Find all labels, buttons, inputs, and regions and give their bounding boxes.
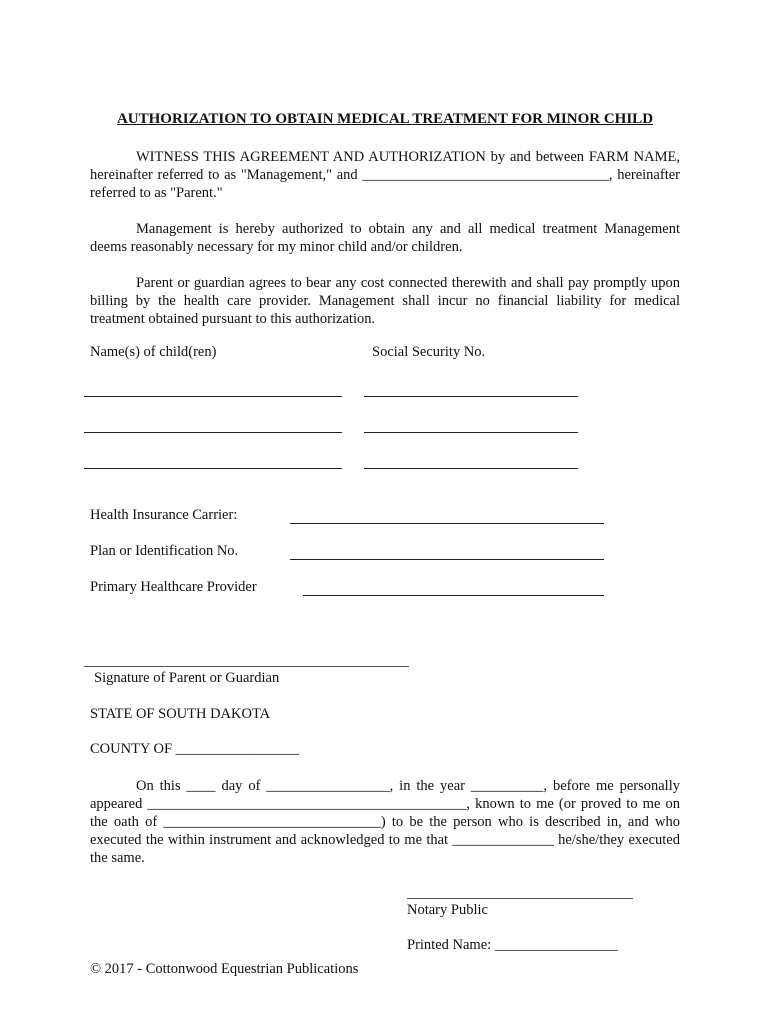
plan-id-label: Plan or Identification No. — [90, 543, 239, 559]
state-line: STATE OF SOUTH DAKOTA — [90, 706, 271, 722]
signature-line[interactable] — [84, 666, 409, 667]
document-title: AUTHORIZATION TO OBTAIN MEDICAL TREATMENT FOR MINOR CHILD — [116, 111, 654, 127]
children-name-header: Name(s) of child(ren) — [90, 344, 217, 360]
insurance-carrier-label: Health Insurance Carrier: — [90, 507, 238, 523]
county-line: COUNTY OF _________________ — [90, 741, 299, 757]
ssn-header: Social Security No. — [372, 344, 486, 360]
child-ssn-line-3[interactable] — [364, 468, 578, 469]
child-name-line-1[interactable] — [84, 396, 342, 397]
healthcare-provider-label: Primary Healthcare Provider — [90, 579, 257, 595]
child-name-line-3[interactable] — [84, 468, 342, 469]
witness-paragraph: WITNESS THIS AGREEMENT AND AUTHORIZATION by and between FARM NAME, hereinafter referred to as "Management," and __________________________________, hereinafter referred to as "Parent." — [90, 149, 680, 201]
copyright-footer: © 2017 - Cottonwood Equestrian Publications — [90, 961, 359, 977]
liability-paragraph: Parent or guardian agrees to bear any cost connected therewith and shall pay promptly upon billing by the health care provider. Management shall incur no financial liability for medical treatment obtained pursuant to this authorization. — [90, 275, 680, 327]
healthcare-provider-line[interactable] — [303, 595, 604, 596]
child-ssn-line-1[interactable] — [364, 396, 578, 397]
printed-name-line: Printed Name: _________________ — [407, 937, 619, 953]
child-name-line-2[interactable] — [84, 432, 342, 433]
insurance-carrier-line[interactable] — [290, 523, 604, 524]
notary-public-label: Notary Public — [407, 902, 488, 918]
plan-id-line[interactable] — [290, 559, 604, 560]
child-ssn-line-2[interactable] — [364, 432, 578, 433]
notary-paragraph: On this ____ day of _________________, in the year __________, before me personally appeared ____________________________________________, known to me (or proved to me on the oath of ______________________________) to be the person who is described in, and who executed the within instrument and acknowledged to me that ______________ he/she/they executed the same. — [90, 778, 680, 866]
notary-signature-line[interactable] — [407, 898, 633, 899]
authorization-paragraph: Management is hereby authorized to obtain any and all medical treatment Management deems reasonably necessary for my minor child and/or children. — [90, 221, 680, 255]
signature-label: Signature of Parent or Guardian — [94, 670, 280, 686]
